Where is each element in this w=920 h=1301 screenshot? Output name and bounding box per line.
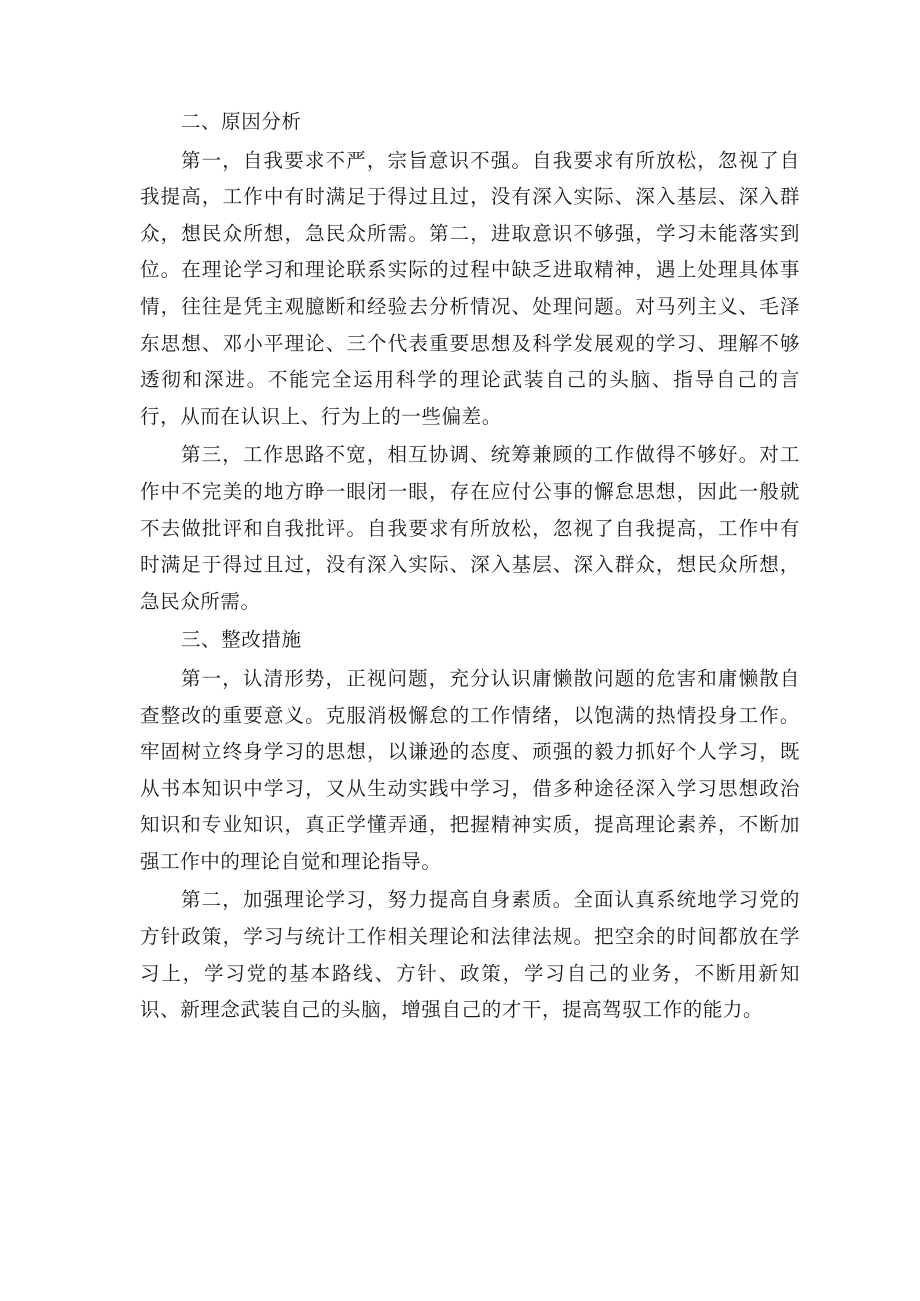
section-heading-rectification-measures: 三、整改措施 [180,628,302,652]
paragraph-measure-second: 第二，加强理论学习，努力提高自身素质。全面认真系统地学习党的方针政策，学习与统计工作相关理论和法律法规。把空余的时间都放在学习上，学习党的基本路线、方针、政策，学习自己的业务，不断用新知识、新理念武装自己的头脑，增强自己的才干，提高驾驭工作的能力。 [140,888,800,1022]
document-body [140,104,800,1031]
paragraph-measure-first: 第一，认清形势，正视问题，充分认识庸懒散问题的危害和庸懒散自查整改的重要意义。克服消极懈怠的工作情绪，以饱满的热情投身工作。牢固树立终身学习的思想，以谦逊的态度、顽强的毅力抓好个人学习，既从书本知识中学习，又从生动实践中学习，借多种途径深入学习思想政治知识和专业知识，真正学懂弄通，把握精神实质，提高理论素养，不断加强工作中的理论自觉和理论指导。 [140,666,800,873]
paragraph-first-second: 第一，自我要求不严，宗旨意识不强。自我要求有所放松，忽视了自我提高，工作中有时满足于得过且过，没有深入实际、深入基层、深入群众，想民众所想，急民众所需。第二，进取意识不够强，学习未能落实到位。在理论学习和理论联系实际的过程中缺乏进取精神，遇上处理具体事情，往往是凭主观臆断和经验去分析情况、处理问题。对马列主义、毛泽东思想、邓小平理论、三个代表重要思想及科学发展观的学习、理解不够透彻和深进。不能完全运用科学的理论武装自己的头脑、指导自己的言行，从而在认识上、行为上的一些偏差。 [140,148,800,428]
section-heading-cause-analysis: 二、原因分析 [180,110,302,133]
paragraph-third: 第三，工作思路不宽，相互协调、统筹兼顾的工作做得不够好。对工作中不完美的地方睁一眼闭一眼，存在应付公事的懈怠思想，因此一般就不去做批评和自我批评。自我要求有所放松，忽视了自我提高，工作中有时满足于得过且过，没有深入实际、深入基层、深入群众，想民众所想，急民众所需。 [140,443,800,613]
